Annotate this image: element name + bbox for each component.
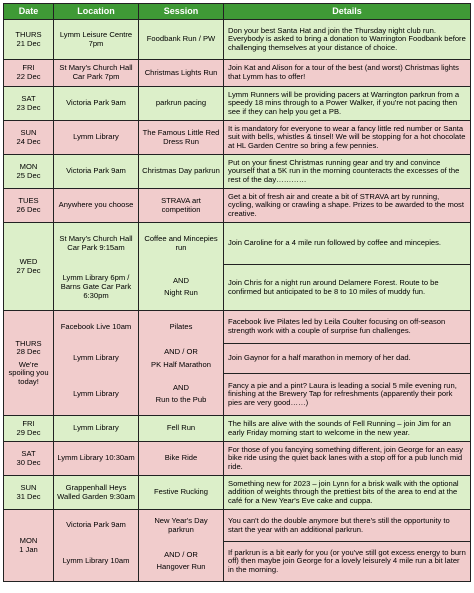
date-cell — [4, 476, 54, 510]
header-location: Location — [54, 4, 139, 20]
session-cell: Christmas Day parkrun — [139, 155, 224, 189]
details-cell: Something new for 2023 – join Lynn for a brisk walk with the optional addition of weights through the prettiest bits of the area to end at the café for a New Year's Eve cake and cuppa. — [224, 476, 471, 510]
header-date: Date — [4, 4, 54, 20]
session-cell: Pilates — [139, 311, 224, 344]
location-cell: Grappenhall Heys Walled Garden 9:30am — [54, 476, 139, 510]
session-cell — [139, 374, 224, 416]
date-label: 22 Dec — [16, 72, 41, 81]
table-row — [4, 416, 471, 442]
table-row — [4, 542, 471, 582]
day-label: SUN — [20, 127, 37, 137]
table-row — [4, 476, 471, 510]
table-row — [4, 121, 471, 155]
session-cell: Foodbank Run / PW — [139, 20, 224, 60]
location-cell: Victoria Park 9am — [54, 510, 139, 542]
and-label: AND — [172, 275, 190, 285]
session-label: Hangover Run — [156, 562, 206, 572]
details-cell: You can't do the double anymore but there's still the opportunity to start the year with an additional parkrun. — [224, 510, 471, 542]
table-row — [4, 189, 471, 223]
location-cell: St Mary's Church Hall Car Park 7pm — [54, 60, 139, 87]
details-cell: Lymm Runners will be providing pacers at Warrington parkrun from a speedy 18 mins through to a Power Walker, if you're not pacing then see if they can help you get a PB. — [224, 87, 471, 121]
details-cell: Join Gaynor for a half marathon in memory of her dad. — [224, 344, 471, 374]
date-cell — [4, 442, 54, 476]
date-cell — [4, 60, 54, 87]
details-cell: Don your best Santa Hat and join the Thursday night club run. Everybody is asked to bring a donation to Warrington Foodbank before challenging themselves at your distance of choice. — [224, 20, 471, 60]
details-cell: Put on your finest Christmas running gear and try and convince yourself that a 5K run in the morning counteracts the excesses of the rest of the day………… — [224, 155, 471, 189]
location-cell: Lymm Library — [54, 344, 139, 374]
date-cell — [4, 189, 54, 223]
header-row — [4, 4, 471, 20]
table-row — [4, 510, 471, 542]
table-row — [4, 223, 471, 265]
table-row — [4, 265, 471, 311]
session-cell: Bike Ride — [139, 442, 224, 476]
details-cell: If parkrun is a bit early for you (or you've still got excess energy to burn off) then maybe join George for a lovely leisurely 4 mile run a bit later in the morning. — [224, 542, 471, 582]
location-cell: Lymm Library 10am — [54, 542, 139, 582]
date-cell — [4, 20, 54, 60]
day-label: THURS — [15, 29, 42, 39]
date-label: 29 Dec — [16, 427, 41, 437]
date-label: 28 Dec — [16, 347, 41, 357]
session-cell: New Year's Day parkrun — [139, 510, 224, 542]
details-cell: Facebook live Pilates led by Leila Coulter focusing on off-season strength work with a couple of surprise fun challenges. — [224, 311, 471, 344]
session-label: Run to the Pub — [155, 395, 207, 405]
session-cell: Christmas Lights Run — [139, 60, 224, 87]
day-label: TUES — [18, 195, 39, 205]
location-cell: Lymm Leisure Centre 7pm — [54, 20, 139, 60]
header-session: Session — [139, 4, 224, 20]
date-cell — [4, 510, 54, 582]
table-row — [4, 60, 471, 87]
day-label: SAT — [21, 93, 36, 103]
details-cell: Join Caroline for a 4 mile run followed by coffee and mincepies. — [224, 223, 471, 265]
details-cell: Fancy a pie and a pint? Laura is leading a social 5 mile evening run, finishing at the Brewery Tap for refreshments (apparently their pork pies are very good……) — [224, 374, 471, 416]
table-row — [4, 374, 471, 416]
location-cell: Victoria Park 9am — [54, 155, 139, 189]
session-cell — [139, 265, 224, 311]
location-cell: Victoria Park 9am — [54, 87, 139, 121]
session-cell: STRAVA art competition — [139, 189, 224, 223]
date-label: 31 Dec — [16, 491, 41, 501]
day-label: SUN — [20, 482, 37, 492]
location-cell: Anywhere you choose — [54, 189, 139, 223]
date-cell — [4, 311, 54, 416]
table-row — [4, 155, 471, 189]
location-cell: Lymm Library 6pm / Barns Gate Car Park 6:30pm — [54, 265, 139, 311]
location-cell: Lymm Library 10:30am — [54, 442, 139, 476]
location-cell: Lymm Library — [54, 374, 139, 416]
date-label: 30 Dec — [16, 457, 41, 467]
day-label: MON — [19, 535, 38, 545]
and-label: AND — [172, 382, 190, 392]
session-cell — [139, 542, 224, 582]
note-label: We're spoiling you today! — [8, 359, 49, 386]
details-cell: Join Kat and Alison for a tour of the best (and worst) Christmas lights that Lymm has to offer! — [224, 60, 471, 87]
andor-label: AND / OR — [164, 346, 198, 356]
session-cell: parkrun pacing — [139, 87, 224, 121]
session-cell: Fell Run — [139, 416, 224, 442]
day-label: FRI — [22, 418, 35, 428]
date-label: 25 Dec — [16, 170, 41, 180]
date-cell — [4, 121, 54, 155]
day-label: SAT — [21, 448, 36, 458]
andor-label: AND / OR — [164, 549, 198, 559]
table-row — [4, 344, 471, 374]
day-label: FRI — [22, 63, 35, 73]
location-cell: St Mary's Church Hall Car Park 9:15am — [54, 223, 139, 265]
date-cell — [4, 155, 54, 189]
day-label: WED — [19, 256, 38, 266]
date-cell — [4, 223, 54, 311]
day-label: THURS — [15, 338, 42, 348]
date-label: 1 Jan — [19, 544, 38, 554]
table-row — [4, 311, 471, 344]
location-cell: Lymm Library — [54, 121, 139, 155]
schedule-table — [3, 3, 471, 582]
session-label: Night Run — [164, 288, 198, 298]
header-details: Details — [224, 4, 471, 20]
date-label: 27 Dec — [16, 265, 41, 275]
date-label: 23 Dec — [16, 102, 41, 112]
date-cell — [4, 87, 54, 121]
date-label: 26 Dec — [16, 204, 41, 214]
session-cell: The Famous Little Red Dress Run — [139, 121, 224, 155]
session-cell: Festive Rucking — [139, 476, 224, 510]
details-cell: For those of you fancying something different, join George for an easy bike ride using the quiet back lanes with a stop off for a pub lunch mid ride. — [224, 442, 471, 476]
details-cell: Get a bit of fresh air and create a bit of STRAVA art by running, cycling, walking or crawling a shape. Prizes to be awarded to the most creative. — [224, 189, 471, 223]
details-cell: The hills are alive with the sounds of Fell Running – join Jim for an early Friday morning start to welcome in the new year. — [224, 416, 471, 442]
session-cell: Coffee and Mincepies run — [139, 223, 224, 265]
day-label: MON — [19, 161, 38, 171]
session-cell — [139, 344, 224, 374]
date-label: 24 Dec — [16, 136, 41, 146]
session-label: PK Half Marathon — [151, 359, 211, 369]
table-row — [4, 20, 471, 60]
date-cell — [4, 416, 54, 442]
details-cell: It is mandatory for everyone to wear a fancy little red number or Santa suit with bells, whistles & tinsel! We will be stopping for a hot chocolate at HL Garden Centre so bring a few pennies. — [224, 121, 471, 155]
location-cell: Facebook Live 10am — [54, 311, 139, 344]
date-label: 21 Dec — [16, 38, 41, 48]
details-cell: Join Chris for a night run around Delamere Forest. Route to be confirmed but anticipated to be 8 to 10 miles of muddy fun. — [224, 265, 471, 311]
table-row — [4, 442, 471, 476]
location-cell: Lymm Library — [54, 416, 139, 442]
table-row — [4, 87, 471, 121]
